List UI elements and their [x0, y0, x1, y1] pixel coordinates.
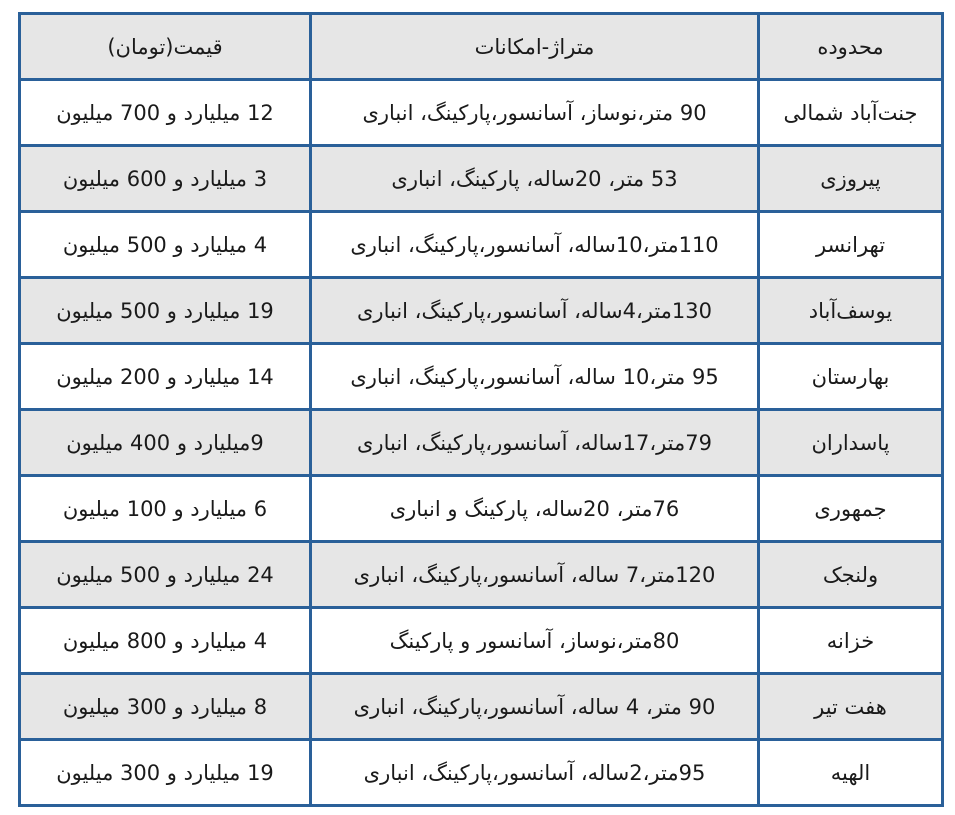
price-cell: 24 میلیارد و 500 میلیون [20, 542, 311, 608]
area-cell: پاسداران [759, 410, 943, 476]
property-price-table [18, 12, 944, 807]
price-cell: 4 میلیارد و 800 میلیون [20, 608, 311, 674]
features-cell: 80متر،نوساز، آسانسور و پارکینگ [311, 608, 759, 674]
header-row [20, 14, 943, 80]
features-cell: 76متر، 20ساله، پارکینگ و انباری [311, 476, 759, 542]
price-cell: 6 میلیارد و 100 میلیون [20, 476, 311, 542]
header-features: متراژ-امکانات [311, 14, 759, 80]
area-cell: بهارستان [759, 344, 943, 410]
header-area: محدوده [759, 14, 943, 80]
price-cell: 14 میلیارد و 200 میلیون [20, 344, 311, 410]
table-row [20, 542, 943, 608]
area-cell: پیروزی [759, 146, 943, 212]
area-cell: جنت‌آباد شمالی [759, 80, 943, 146]
features-cell: 120متر،7 ساله، آسانسور،پارکینگ، انباری [311, 542, 759, 608]
price-cell: 12 میلیارد و 700 میلیون [20, 80, 311, 146]
price-cell: 9میلیارد و 400 میلیون [20, 410, 311, 476]
price-cell: 19 میلیارد و 300 میلیون [20, 740, 311, 806]
features-cell: 90 متر، 4 ساله، آسانسور،پارکینگ، انباری [311, 674, 759, 740]
area-cell: الهیه [759, 740, 943, 806]
features-cell: 95 متر،10 ساله، آسانسور،پارکینگ، انباری [311, 344, 759, 410]
area-cell: ولنجک [759, 542, 943, 608]
area-cell: یوسف‌آباد [759, 278, 943, 344]
table-row [20, 608, 943, 674]
features-cell: 110متر،10ساله، آسانسور،پارکینگ، انباری [311, 212, 759, 278]
features-cell: 79متر،17ساله، آسانسور،پارکینگ، انباری [311, 410, 759, 476]
price-cell: 8 میلیارد و 300 میلیون [20, 674, 311, 740]
area-cell: تهرانسر [759, 212, 943, 278]
price-cell: 19 میلیارد و 500 میلیون [20, 278, 311, 344]
header-price: قیمت(تومان) [20, 14, 311, 80]
table-row [20, 476, 943, 542]
features-cell: 130متر،4ساله، آسانسور،پارکینگ، انباری [311, 278, 759, 344]
table-row [20, 674, 943, 740]
table-row [20, 278, 943, 344]
features-cell: 95متر،2ساله، آسانسور،پارکینگ، انباری [311, 740, 759, 806]
area-cell: هفت تیر [759, 674, 943, 740]
table-row [20, 212, 943, 278]
area-cell: خزانه [759, 608, 943, 674]
area-cell: جمهوری [759, 476, 943, 542]
table-row [20, 344, 943, 410]
table-row [20, 410, 943, 476]
table-row [20, 740, 943, 806]
features-cell: 90 متر،نوساز، آسانسور،پارکینگ، انباری [311, 80, 759, 146]
price-cell: 3 میلیارد و 600 میلیون [20, 146, 311, 212]
price-cell: 4 میلیارد و 500 میلیون [20, 212, 311, 278]
table-row [20, 80, 943, 146]
features-cell: 53 متر، 20ساله، پارکینگ، انباری [311, 146, 759, 212]
table-row [20, 146, 943, 212]
